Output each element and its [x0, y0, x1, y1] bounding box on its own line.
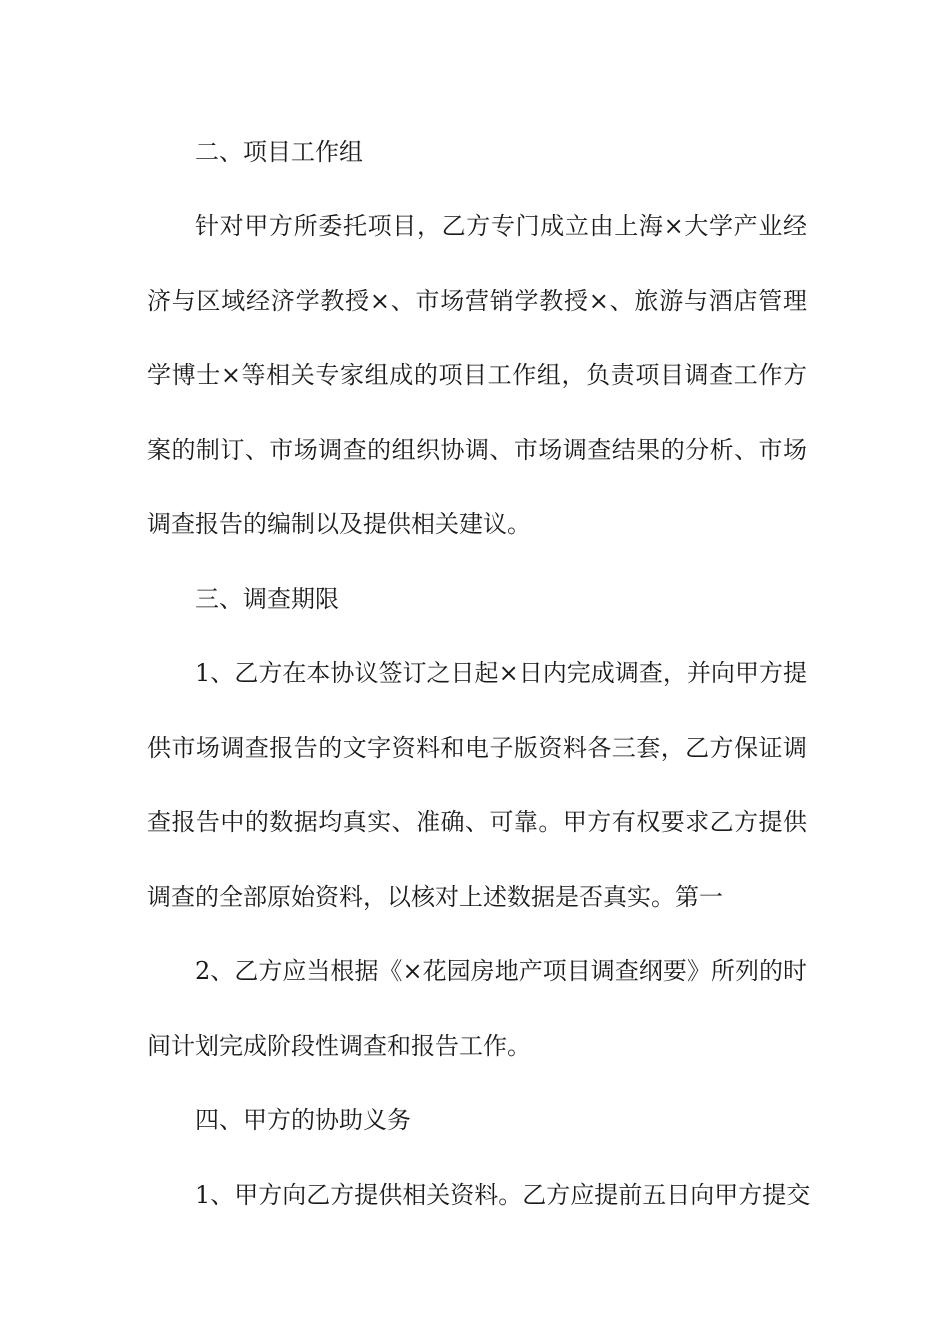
paragraph-line: 间计划完成阶段性调查和报告工作。 [147, 1032, 531, 1060]
paragraph-line: 供市场调查报告的文字资料和电子版资料各三套，乙方保证调 [147, 734, 807, 762]
paragraph-line: 1、乙方在本协议签订之日起×日内完成调查，并向甲方提 [195, 659, 807, 687]
paragraph-line: 针对甲方所委托项目，乙方专门成立由上海×大学产业经 [195, 212, 807, 240]
paragraph-line: 调查的全部原始资料，以核对上述数据是否真实。第一 [147, 883, 723, 911]
paragraph-line: 调查报告的编制以及提供相关建议。 [147, 510, 531, 538]
paragraph-line: 查报告中的数据均真实、准确、可靠。甲方有权要求乙方提供 [147, 808, 807, 836]
paragraph-line: 案的制订、市场调查的组织协调、市场调查结果的分析、市场 [147, 436, 807, 464]
section-heading-party-a-duties: 四、甲方的协助义务 [195, 1106, 411, 1134]
paragraph-line: 1、甲方向乙方提供相关资料。乙方应提前五日向甲方提交 [195, 1181, 811, 1209]
paragraph-line: 2、乙方应当根据《×花园房地产项目调查纲要》所列的时 [195, 957, 807, 985]
section-heading-project-team: 二、项目工作组 [195, 138, 363, 166]
section-heading-survey-period: 三、调查期限 [195, 585, 339, 613]
paragraph-line: 济与区域经济学教授×、市场营销学教授×、旅游与酒店管理 [147, 287, 807, 315]
paragraph-line: 学博士×等相关专家组成的项目工作组，负责项目调查工作方 [147, 361, 807, 389]
